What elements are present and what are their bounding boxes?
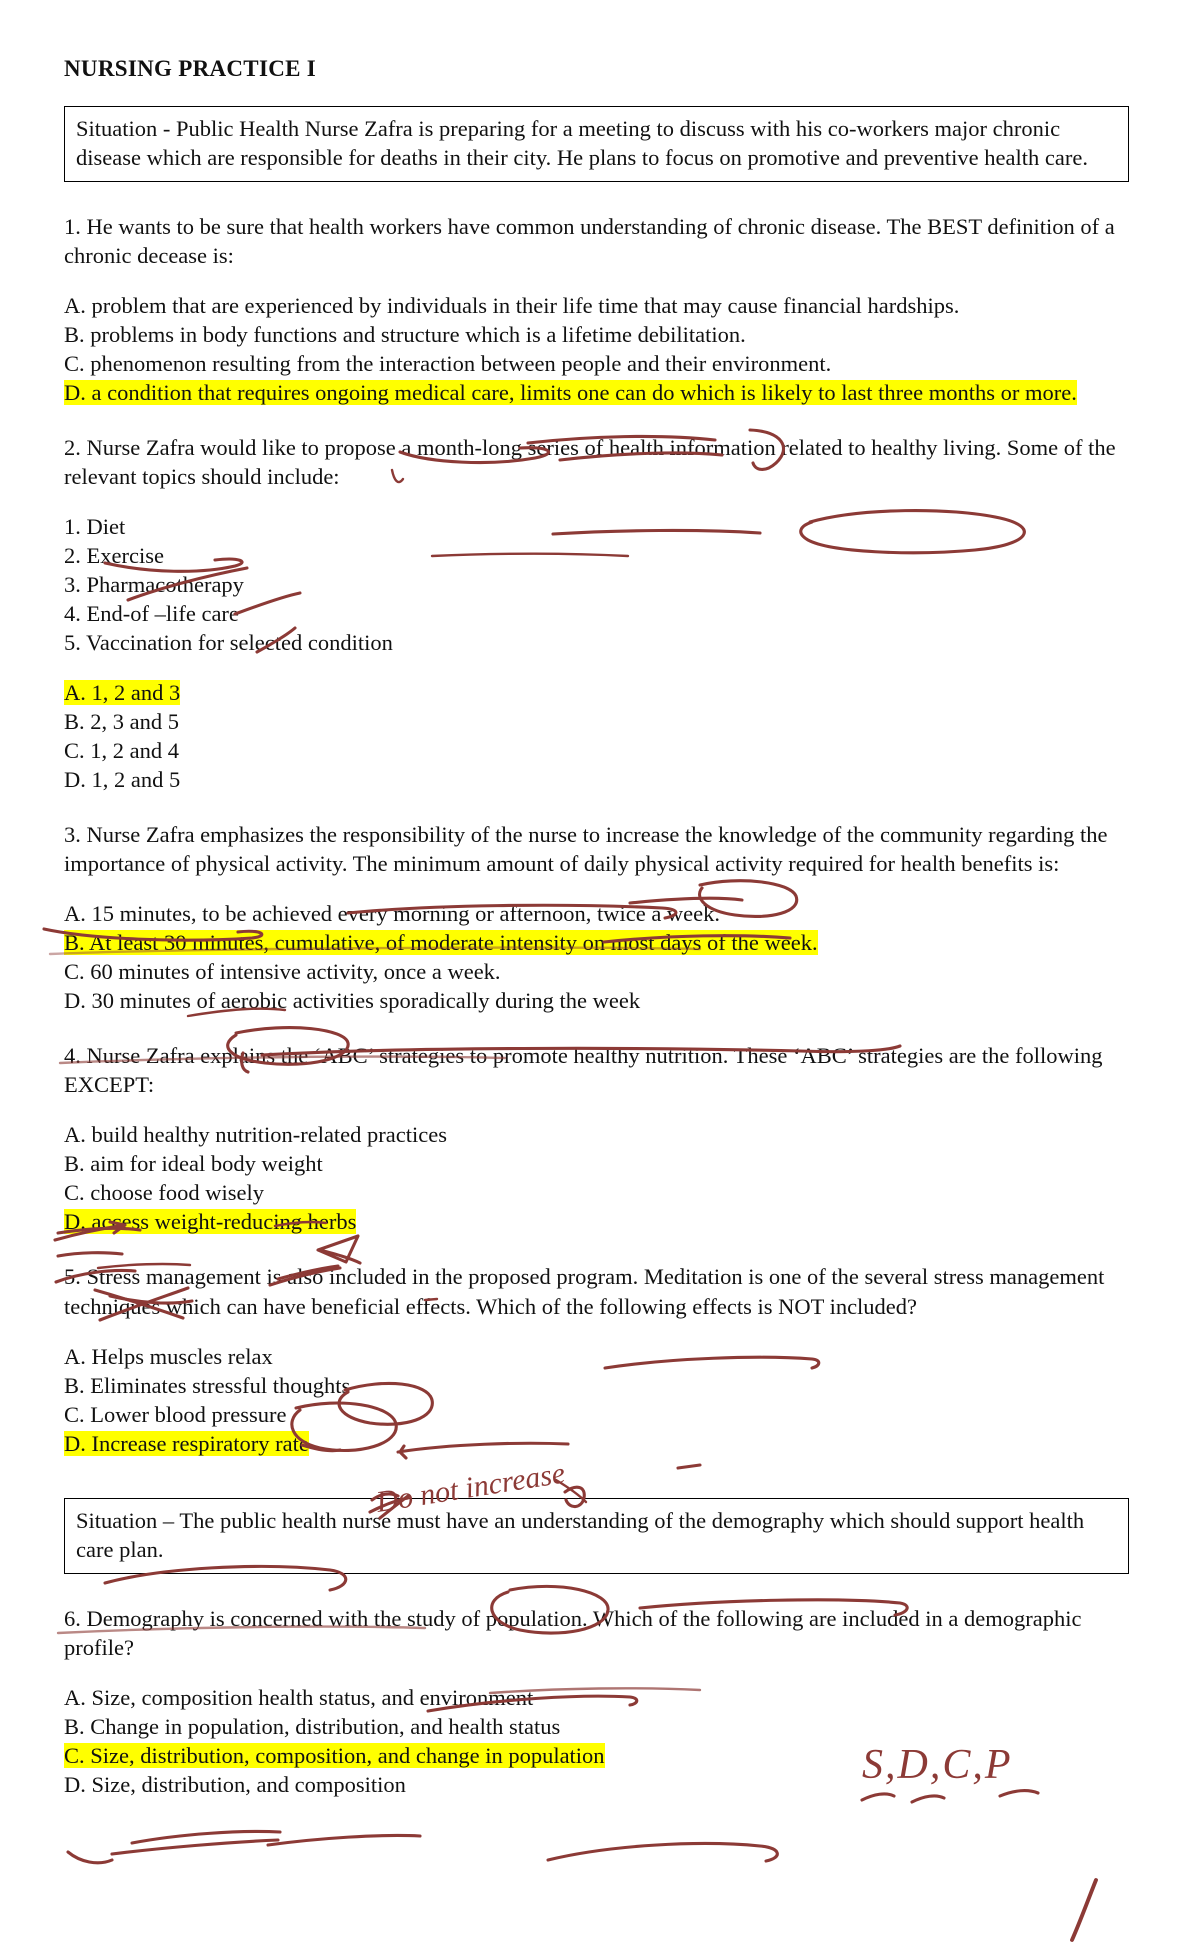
sublist-item-2: 2. Exercise — [64, 543, 164, 569]
option-3-d-text: D. 30 minutes of aerobic activities sporadically during the week — [64, 988, 641, 1014]
option-5-a[interactable] — [64, 1342, 1129, 1371]
sublist-item-3: 3. Pharmacotherapy — [64, 572, 244, 598]
option-3-a-text: A. 15 minutes, to be achieved every morning or afternoon, twice a week. — [64, 901, 721, 927]
option-1-c[interactable] — [64, 349, 1129, 378]
option-2-a-text: A. 1, 2 and 3 — [64, 680, 181, 706]
option-5-b[interactable] — [64, 1371, 1129, 1400]
question-stem-5: 5. Stress management is also included in the proposed program. Meditation is one of the several stress management techniques which can have beneficial effects. Which of the following effects is NOT included? — [64, 1264, 1105, 1319]
option-3-c-text: C. 60 minutes of intensive activity, once a week. — [64, 959, 501, 985]
option-2-b[interactable] — [64, 707, 1129, 736]
ink-underline-q6c-comp2 — [268, 1835, 420, 1845]
question-2-sublist — [64, 512, 1129, 657]
option-1-d[interactable] — [64, 378, 1129, 407]
option-1-b-text: B. problems in body functions and structure which is a lifetime debilitation. — [64, 322, 746, 348]
question-options-3 — [64, 899, 1129, 1015]
option-3-b-text: B. At least 30 minutes, cumulative, of moderate intensity on most days of the week. — [64, 930, 818, 956]
option-2-b-text: B. 2, 3 and 5 — [64, 709, 179, 735]
sublist-item-1: 1. Diet — [64, 514, 126, 540]
ink-underline-q6c-distribution — [132, 1831, 280, 1843]
question-stem-6: 6. Demography is concerned with the study of population. Which of the following are included in a demographic profile? — [64, 1605, 1082, 1660]
question-block-2 — [64, 433, 1129, 794]
option-5-b-text: B. Eliminates stressful thoughts — [64, 1372, 351, 1398]
option-1-a-text: A. problem that are experienced by individuals in their life time that may cause financial hardships. — [64, 293, 960, 319]
option-5-c[interactable] — [64, 1400, 1129, 1429]
option-6-c-text: C. Size, distribution, composition, and change in population — [64, 1742, 605, 1768]
option-6-a-text: A. Size, composition health status, and environment — [64, 1684, 534, 1710]
option-6-b[interactable] — [64, 1712, 1129, 1741]
question-block-6 — [64, 1604, 1129, 1799]
svg-text:Do not increase: Do not increase — [373, 1456, 568, 1519]
question-options-2 — [64, 678, 1129, 794]
option-5-c-text: C. Lower blood pressure — [64, 1401, 287, 1427]
page-title: NURSING PRACTICE I — [64, 56, 317, 81]
option-5-d[interactable] — [64, 1429, 1129, 1458]
question-options-6 — [64, 1683, 1129, 1799]
option-3-a[interactable] — [64, 899, 1129, 928]
option-2-c-text: C. 1, 2 and 4 — [64, 738, 179, 764]
question-block-5 — [64, 1262, 1129, 1457]
option-4-b[interactable] — [64, 1149, 1129, 1178]
option-4-c-text: C. choose food wisely — [64, 1180, 264, 1206]
sublist-item-4: 4. End-of –life care — [64, 601, 239, 627]
option-4-d-text: D. access weight-reducing herbs — [64, 1209, 357, 1235]
option-3-b[interactable] — [64, 928, 1129, 957]
option-4-b-text: B. aim for ideal body weight — [64, 1151, 323, 1177]
situation-box-1: Situation - Public Health Nurse Zafra is preparing for a meeting to discuss with his co-workers major chronic disease which are responsible for deaths in their city. He plans to focus on promotive and preventive health care. — [64, 106, 1129, 182]
question-block-1 — [64, 212, 1129, 407]
question-block-4 — [64, 1041, 1129, 1236]
option-3-c[interactable] — [64, 957, 1129, 986]
option-2-d-text: D. 1, 2 and 5 — [64, 767, 181, 793]
document-content — [64, 56, 1129, 1825]
option-2-a[interactable] — [64, 678, 1129, 707]
question-options-5 — [64, 1342, 1129, 1458]
sublist-item-5: 5. Vaccination for selected condition — [64, 630, 393, 656]
ink-hook-q6d — [68, 1852, 112, 1863]
option-6-b-text: B. Change in population, distribution, and health status — [64, 1713, 561, 1739]
option-6-d-text: D. Size, distribution, and composition — [64, 1771, 406, 1797]
option-4-c[interactable] — [64, 1178, 1129, 1207]
option-1-c-text: C. phenomenon resulting from the interaction between people and their environment. — [64, 351, 832, 377]
option-1-b[interactable] — [64, 320, 1129, 349]
option-6-d[interactable] — [64, 1770, 1129, 1799]
situation-box-2: Situation – The public health nurse must have an understanding of the demography which should support health care plan. — [64, 1498, 1129, 1574]
ink-underline-q6c-composition — [112, 1840, 278, 1854]
option-2-d[interactable] — [64, 765, 1129, 794]
question-options-4 — [64, 1120, 1129, 1236]
option-6-c[interactable] — [64, 1741, 1129, 1770]
option-6-a[interactable] — [64, 1683, 1129, 1712]
option-4-a-text: A. build healthy nutrition-related practices — [64, 1122, 447, 1148]
option-4-a[interactable] — [64, 1120, 1129, 1149]
option-5-a-text: A. Helps muscles relax — [64, 1343, 273, 1369]
question-options-1 — [64, 291, 1129, 407]
question-stem-1: 1. He wants to be sure that health workers have common understanding of chronic disease. The BEST definition of a chronic decease is: — [64, 214, 1115, 269]
option-5-d-text: D. Increase respiratory rate — [64, 1430, 309, 1456]
ink-page-number-mark — [1072, 1880, 1096, 1940]
ink-swoosh-q6c — [548, 1844, 777, 1861]
question-stem-4: 4. Nurse Zafra explains the ‘ABC’ strategies to promote healthy nutrition. These ‘ABC’ strategies are the following EXCEPT: — [64, 1043, 1103, 1098]
option-1-d-text: D. a condition that requires ongoing medical care, limits one can do which is likely to last three months or more. — [64, 380, 1077, 406]
option-1-a[interactable] — [64, 291, 1129, 320]
question-stem-3: 3. Nurse Zafra emphasizes the responsibility of the nurse to increase the knowledge of the community regarding the importance of physical activity. The minimum amount of daily physical activity required for health benefits is: — [64, 822, 1108, 877]
question-stem-2: 2. Nurse Zafra would like to propose a month-long series of health information related to healthy living. Some of the relevant topics should include: — [64, 435, 1116, 490]
option-3-d[interactable] — [64, 986, 1129, 1015]
question-block-3 — [64, 820, 1129, 1015]
option-2-c[interactable] — [64, 736, 1129, 765]
svg-text:S,D,C,P: S,D,C,P — [862, 1742, 1013, 1788]
option-4-d[interactable] — [64, 1207, 1129, 1236]
